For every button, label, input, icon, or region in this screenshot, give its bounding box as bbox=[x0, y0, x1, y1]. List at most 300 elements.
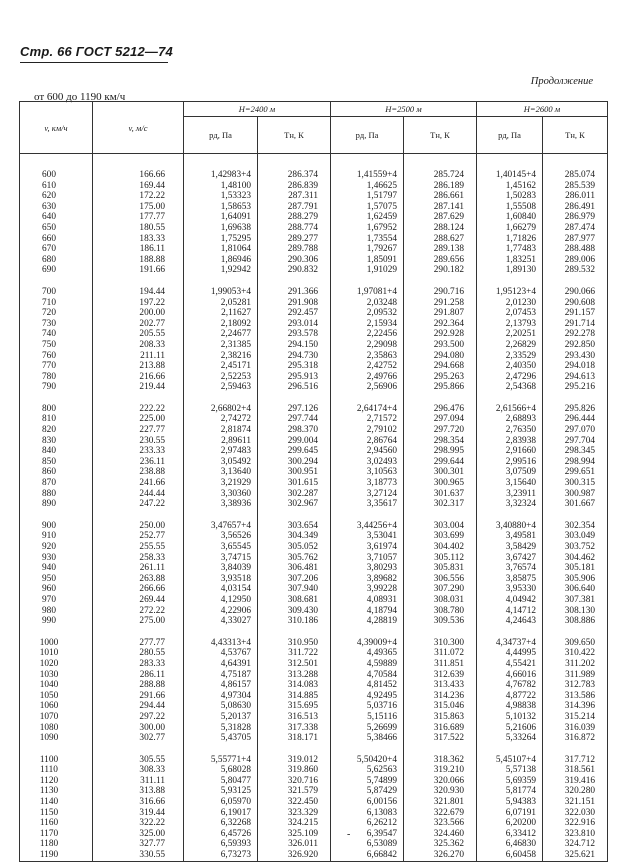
cell-pressure-2500: 3,99228 bbox=[331, 584, 404, 595]
cell-pressure-2600: 3,15640 bbox=[477, 478, 543, 489]
group-spacer bbox=[20, 627, 608, 638]
cell-temp-2500: 300.301 bbox=[404, 467, 477, 478]
spacer-cell bbox=[331, 276, 404, 287]
cell-pressure-2500: 5,26699 bbox=[331, 723, 404, 734]
cell-speed-kmh: 690 bbox=[20, 265, 93, 276]
cell-temp-2500: 290.716 bbox=[404, 287, 477, 298]
cell-speed-kmh: 750 bbox=[20, 340, 93, 351]
cell-pressure-2500: 2,56906 bbox=[331, 382, 404, 393]
cell-speed-ms: 300.00 bbox=[93, 723, 184, 734]
spacer-cell bbox=[20, 393, 93, 404]
table-row bbox=[20, 723, 608, 734]
cell-pressure-2600: 3,85875 bbox=[477, 574, 543, 585]
cell-temp-2600: 286.011 bbox=[543, 191, 608, 202]
cell-speed-ms: 325.00 bbox=[93, 829, 184, 840]
cell-speed-kmh: 1190 bbox=[20, 850, 93, 861]
cell-pressure-2400: 3,74715 bbox=[184, 553, 258, 564]
table-row bbox=[20, 733, 608, 744]
table-row bbox=[20, 755, 608, 766]
cell-pressure-2400: 1,75295 bbox=[184, 234, 258, 245]
cell-speed-ms: 233.33 bbox=[93, 446, 184, 457]
col-header-pressure-2600: pд, Па bbox=[477, 117, 543, 154]
spacer-cell bbox=[331, 510, 404, 521]
cell-pressure-2400: 3,38936 bbox=[184, 499, 258, 510]
cell-pressure-2400: 5,68028 bbox=[184, 765, 258, 776]
cell-temp-2500: 311.072 bbox=[404, 648, 477, 659]
cell-pressure-2600: 4,14712 bbox=[477, 606, 543, 617]
cell-pressure-2500: 2,35863 bbox=[331, 351, 404, 362]
cell-speed-kmh: 1060 bbox=[20, 701, 93, 712]
cell-speed-ms: 194.44 bbox=[93, 287, 184, 298]
cell-temp-2400: 311.722 bbox=[258, 648, 331, 659]
cell-temp-2500: 310.300 bbox=[404, 638, 477, 649]
cell-pressure-2400: 4,12950 bbox=[184, 595, 258, 606]
cell-temp-2400: 316.513 bbox=[258, 712, 331, 723]
table-row bbox=[20, 351, 608, 362]
cell-speed-kmh: 680 bbox=[20, 255, 93, 266]
cell-temp-2400: 298.370 bbox=[258, 425, 331, 436]
cell-pressure-2600: 4,55421 bbox=[477, 659, 543, 670]
table-row bbox=[20, 521, 608, 532]
cell-pressure-2500: 3,71057 bbox=[331, 553, 404, 564]
cell-temp-2600: 322.916 bbox=[543, 818, 608, 829]
cell-pressure-2400: 3,13640 bbox=[184, 467, 258, 478]
cell-pressure-2500: 5,87429 bbox=[331, 786, 404, 797]
spacer-cell bbox=[20, 744, 93, 755]
table-header bbox=[20, 102, 608, 154]
cell-temp-2400: 312.501 bbox=[258, 659, 331, 670]
cell-temp-2600: 301.667 bbox=[543, 499, 608, 510]
cell-pressure-2500: 4,49365 bbox=[331, 648, 404, 659]
cell-speed-kmh: 860 bbox=[20, 467, 93, 478]
cell-speed-ms: 219.44 bbox=[93, 382, 184, 393]
cell-pressure-2400: 2,31385 bbox=[184, 340, 258, 351]
table-row bbox=[20, 712, 608, 723]
cell-speed-kmh: 830 bbox=[20, 436, 93, 447]
cell-pressure-2600: 2,01230 bbox=[477, 298, 543, 309]
cell-temp-2400: 310.186 bbox=[258, 616, 331, 627]
cell-pressure-2500: 1,91029 bbox=[331, 265, 404, 276]
cell-speed-ms: 311.11 bbox=[93, 776, 184, 787]
cell-temp-2600: 296.444 bbox=[543, 414, 608, 425]
cell-speed-kmh: 800 bbox=[20, 404, 93, 415]
cell-speed-kmh: 600 bbox=[20, 154, 93, 181]
spacer-cell bbox=[543, 744, 608, 755]
cell-pressure-2500: 6,66842 bbox=[331, 850, 404, 861]
cell-temp-2400: 288.279 bbox=[258, 212, 331, 223]
spacer-cell bbox=[184, 744, 258, 755]
cell-temp-2500: 312.639 bbox=[404, 670, 477, 681]
cell-pressure-2500: 3,53041 bbox=[331, 531, 404, 542]
cell-pressure-2500: 6,39547 bbox=[331, 829, 404, 840]
cell-pressure-2600: 5,33264 bbox=[477, 733, 543, 744]
header-rule bbox=[20, 62, 168, 63]
cell-temp-2600: 285.074 bbox=[543, 154, 608, 181]
spacer-cell bbox=[404, 510, 477, 521]
table-row bbox=[20, 446, 608, 457]
table-row bbox=[20, 829, 608, 840]
cell-speed-kmh: 660 bbox=[20, 234, 93, 245]
cell-temp-2400: 296.516 bbox=[258, 382, 331, 393]
table-row bbox=[20, 542, 608, 553]
cell-pressure-2600: 3,58429 bbox=[477, 542, 543, 553]
cell-temp-2600: 303.049 bbox=[543, 531, 608, 542]
table-row bbox=[20, 584, 608, 595]
table-row bbox=[20, 670, 608, 681]
table-row bbox=[20, 574, 608, 585]
cell-temp-2600: 292.278 bbox=[543, 329, 608, 340]
table-row bbox=[20, 478, 608, 489]
cell-temp-2500: 303.699 bbox=[404, 531, 477, 542]
cell-speed-kmh: 770 bbox=[20, 361, 93, 372]
cell-speed-kmh: 840 bbox=[20, 446, 93, 457]
spacer-cell bbox=[477, 276, 543, 287]
cell-pressure-2400: 5,55771+4 bbox=[184, 755, 258, 766]
cell-speed-kmh: 1140 bbox=[20, 797, 93, 808]
speed-range-label: от 600 до 1190 км/ч bbox=[34, 91, 126, 103]
page-header: Стр. 66 ГОСТ 5212—74 bbox=[20, 44, 173, 59]
cell-pressure-2600: 6,60458 bbox=[477, 850, 543, 861]
cell-speed-kmh: 990 bbox=[20, 616, 93, 627]
cell-temp-2600: 311.202 bbox=[543, 659, 608, 670]
cell-speed-ms: 244.44 bbox=[93, 489, 184, 500]
cell-temp-2500: 323.566 bbox=[404, 818, 477, 829]
cell-pressure-2600: 1,40145+4 bbox=[477, 154, 543, 181]
cell-pressure-2600: 2,99516 bbox=[477, 457, 543, 468]
cell-temp-2400: 305.052 bbox=[258, 542, 331, 553]
spacer-cell bbox=[258, 510, 331, 521]
cell-pressure-2400: 1,53323 bbox=[184, 191, 258, 202]
cell-temp-2600: 303.752 bbox=[543, 542, 608, 553]
cell-temp-2400: 324.215 bbox=[258, 818, 331, 829]
cell-temp-2500: 309.536 bbox=[404, 616, 477, 627]
cell-temp-2600: 306.640 bbox=[543, 584, 608, 595]
cell-pressure-2500: 6,13083 bbox=[331, 808, 404, 819]
cell-speed-ms: 252.77 bbox=[93, 531, 184, 542]
cell-temp-2500: 296.476 bbox=[404, 404, 477, 415]
cell-speed-ms: 250.00 bbox=[93, 521, 184, 532]
cell-speed-ms: 269.44 bbox=[93, 595, 184, 606]
table-row bbox=[20, 638, 608, 649]
cell-pressure-2600: 3,32324 bbox=[477, 499, 543, 510]
cell-temp-2500: 306.556 bbox=[404, 574, 477, 585]
cell-speed-kmh: 1070 bbox=[20, 712, 93, 723]
cell-temp-2500: 314.236 bbox=[404, 691, 477, 702]
cell-temp-2600: 305.181 bbox=[543, 563, 608, 574]
cell-temp-2600: 310.422 bbox=[543, 648, 608, 659]
cell-pressure-2500: 5,03716 bbox=[331, 701, 404, 712]
cell-temp-2600: 287.474 bbox=[543, 223, 608, 234]
table-row bbox=[20, 701, 608, 712]
cell-temp-2600: 292.850 bbox=[543, 340, 608, 351]
cell-temp-2400: 295.318 bbox=[258, 361, 331, 372]
cell-temp-2400: 292.457 bbox=[258, 308, 331, 319]
cell-pressure-2500: 3,35617 bbox=[331, 499, 404, 510]
cell-temp-2500: 285.724 bbox=[404, 154, 477, 181]
cell-pressure-2500: 1,41559+4 bbox=[331, 154, 404, 181]
cell-speed-kmh: 1080 bbox=[20, 723, 93, 734]
cell-pressure-2500: 2,71572 bbox=[331, 414, 404, 425]
cell-temp-2500: 315.046 bbox=[404, 701, 477, 712]
cell-pressure-2600: 3,49581 bbox=[477, 531, 543, 542]
cell-pressure-2500: 1,51797 bbox=[331, 191, 404, 202]
cell-pressure-2400: 2,52253 bbox=[184, 372, 258, 383]
cell-pressure-2400: 4,97304 bbox=[184, 691, 258, 702]
cell-speed-ms: 286.11 bbox=[93, 670, 184, 681]
cell-speed-kmh: 620 bbox=[20, 191, 93, 202]
cell-temp-2400: 309.430 bbox=[258, 606, 331, 617]
spacer-cell bbox=[93, 744, 184, 755]
cell-pressure-2500: 5,50420+4 bbox=[331, 755, 404, 766]
cell-pressure-2600: 5,10132 bbox=[477, 712, 543, 723]
cell-speed-kmh: 1010 bbox=[20, 648, 93, 659]
cell-temp-2400: 310.950 bbox=[258, 638, 331, 649]
cell-pressure-2600: 4,87722 bbox=[477, 691, 543, 702]
cell-pressure-2400: 5,43705 bbox=[184, 733, 258, 744]
cell-speed-ms: 191.66 bbox=[93, 265, 184, 276]
cell-temp-2400: 323.329 bbox=[258, 808, 331, 819]
cell-pressure-2400: 5,31828 bbox=[184, 723, 258, 734]
cell-speed-kmh: 920 bbox=[20, 542, 93, 553]
col-header-speed-kmh: v, км/ч bbox=[20, 102, 93, 154]
col-header-temp-2400: Tн, К bbox=[258, 117, 331, 154]
cell-temp-2600: 286.491 bbox=[543, 202, 608, 213]
cell-temp-2500: 311.851 bbox=[404, 659, 477, 670]
spacer-cell bbox=[477, 393, 543, 404]
cell-pressure-2600: 2,61566+4 bbox=[477, 404, 543, 415]
cell-speed-ms: 169.44 bbox=[93, 181, 184, 192]
spacer-cell bbox=[20, 276, 93, 287]
cell-pressure-2400: 3,84039 bbox=[184, 563, 258, 574]
cell-speed-ms: 294.44 bbox=[93, 701, 184, 712]
cell-pressure-2600: 2,13793 bbox=[477, 319, 543, 330]
cell-temp-2400: 291.908 bbox=[258, 298, 331, 309]
cell-pressure-2500: 1,79267 bbox=[331, 244, 404, 255]
cell-temp-2400: 325.109 bbox=[258, 829, 331, 840]
cell-pressure-2400: 2,05281 bbox=[184, 298, 258, 309]
cell-pressure-2600: 1,45162 bbox=[477, 181, 543, 192]
table-row bbox=[20, 212, 608, 223]
cell-pressure-2400: 6,59393 bbox=[184, 839, 258, 850]
cell-pressure-2600: 4,24643 bbox=[477, 616, 543, 627]
cell-temp-2400: 289.277 bbox=[258, 234, 331, 245]
cell-speed-kmh: 940 bbox=[20, 563, 93, 574]
cell-pressure-2400: 1,92942 bbox=[184, 265, 258, 276]
cell-temp-2500: 315.863 bbox=[404, 712, 477, 723]
cell-pressure-2400: 1,86946 bbox=[184, 255, 258, 266]
spacer-cell bbox=[543, 393, 608, 404]
cell-pressure-2600: 1,95123+4 bbox=[477, 287, 543, 298]
cell-speed-kmh: 950 bbox=[20, 574, 93, 585]
cell-pressure-2400: 1,48100 bbox=[184, 181, 258, 192]
cell-temp-2400: 293.578 bbox=[258, 329, 331, 340]
cell-temp-2600: 294.613 bbox=[543, 372, 608, 383]
cell-speed-kmh: 850 bbox=[20, 457, 93, 468]
cell-temp-2600: 305.906 bbox=[543, 574, 608, 585]
table-row bbox=[20, 531, 608, 542]
cell-temp-2400: 308.681 bbox=[258, 595, 331, 606]
cell-temp-2500: 299.644 bbox=[404, 457, 477, 468]
cell-pressure-2600: 4,66016 bbox=[477, 670, 543, 681]
col-header-temp-2600: Tн, К bbox=[543, 117, 608, 154]
cell-pressure-2500: 2,09532 bbox=[331, 308, 404, 319]
cell-pressure-2500: 4,81452 bbox=[331, 680, 404, 691]
spacer-cell bbox=[258, 744, 331, 755]
cell-temp-2400: 287.791 bbox=[258, 202, 331, 213]
cell-pressure-2400: 4,86157 bbox=[184, 680, 258, 691]
cell-temp-2600: 308.130 bbox=[543, 606, 608, 617]
cell-temp-2400: 321.579 bbox=[258, 786, 331, 797]
cell-temp-2600: 323.810 bbox=[543, 829, 608, 840]
cell-pressure-2500: 2,03248 bbox=[331, 298, 404, 309]
cell-temp-2400: 300.951 bbox=[258, 467, 331, 478]
table-row bbox=[20, 818, 608, 829]
cell-temp-2500: 322.679 bbox=[404, 808, 477, 819]
cell-speed-ms: 200.00 bbox=[93, 308, 184, 319]
cell-temp-2400: 306.481 bbox=[258, 563, 331, 574]
cell-speed-kmh: 630 bbox=[20, 202, 93, 213]
cell-speed-ms: 272.22 bbox=[93, 606, 184, 617]
cell-speed-kmh: 1020 bbox=[20, 659, 93, 670]
cell-pressure-2400: 6,05970 bbox=[184, 797, 258, 808]
table-row bbox=[20, 765, 608, 776]
cell-pressure-2600: 5,21606 bbox=[477, 723, 543, 734]
table-row bbox=[20, 154, 608, 181]
cell-temp-2500: 321.801 bbox=[404, 797, 477, 808]
cell-pressure-2400: 5,20137 bbox=[184, 712, 258, 723]
cell-pressure-2600: 5,45107+4 bbox=[477, 755, 543, 766]
cell-temp-2400: 314.083 bbox=[258, 680, 331, 691]
table-row bbox=[20, 797, 608, 808]
cell-temp-2400: 290.832 bbox=[258, 265, 331, 276]
cell-pressure-2500: 1,97081+4 bbox=[331, 287, 404, 298]
cell-pressure-2500: 3,44256+4 bbox=[331, 521, 404, 532]
cell-pressure-2400: 3,56526 bbox=[184, 531, 258, 542]
cell-temp-2600: 291.714 bbox=[543, 319, 608, 330]
spacer-cell bbox=[404, 393, 477, 404]
cell-temp-2400: 301.615 bbox=[258, 478, 331, 489]
cell-temp-2400: 286.839 bbox=[258, 181, 331, 192]
cell-speed-ms: 238.88 bbox=[93, 467, 184, 478]
cell-temp-2500: 325.362 bbox=[404, 839, 477, 850]
cell-speed-ms: 208.33 bbox=[93, 340, 184, 351]
cell-temp-2400: 302.967 bbox=[258, 499, 331, 510]
cell-pressure-2600: 3,07509 bbox=[477, 467, 543, 478]
cell-pressure-2400: 5,93125 bbox=[184, 786, 258, 797]
table-row bbox=[20, 404, 608, 415]
cell-pressure-2500: 3,61974 bbox=[331, 542, 404, 553]
cell-pressure-2400: 1,64091 bbox=[184, 212, 258, 223]
cell-speed-ms: 230.55 bbox=[93, 436, 184, 447]
cell-temp-2600: 290.608 bbox=[543, 298, 608, 309]
cell-temp-2500: 304.402 bbox=[404, 542, 477, 553]
cell-speed-ms: 202.77 bbox=[93, 319, 184, 330]
cell-speed-ms: 316.66 bbox=[93, 797, 184, 808]
spacer-cell bbox=[184, 510, 258, 521]
table-row bbox=[20, 467, 608, 478]
table-row bbox=[20, 691, 608, 702]
cell-temp-2400: 318.171 bbox=[258, 733, 331, 744]
cell-temp-2500: 305.831 bbox=[404, 563, 477, 574]
cell-temp-2400: 315.695 bbox=[258, 701, 331, 712]
cell-temp-2400: 295.913 bbox=[258, 372, 331, 383]
cell-temp-2600: 322.030 bbox=[543, 808, 608, 819]
spacer-cell bbox=[404, 276, 477, 287]
cell-temp-2600: 286.979 bbox=[543, 212, 608, 223]
cell-temp-2600: 300.987 bbox=[543, 489, 608, 500]
cell-speed-ms: 205.55 bbox=[93, 329, 184, 340]
table-row bbox=[20, 319, 608, 330]
cell-temp-2500: 324.460 bbox=[404, 829, 477, 840]
height-header-2400: H=2400 м bbox=[184, 102, 331, 117]
table-row bbox=[20, 234, 608, 245]
spacer-cell bbox=[331, 393, 404, 404]
cell-temp-2500: 289.138 bbox=[404, 244, 477, 255]
cell-temp-2500: 300.965 bbox=[404, 478, 477, 489]
spacer-cell bbox=[184, 276, 258, 287]
cell-pressure-2600: 2,83938 bbox=[477, 436, 543, 447]
spacer-cell bbox=[543, 276, 608, 287]
table-row bbox=[20, 595, 608, 606]
cell-temp-2600: 285.539 bbox=[543, 181, 608, 192]
table-row bbox=[20, 457, 608, 468]
table-row bbox=[20, 308, 608, 319]
cell-temp-2500: 303.004 bbox=[404, 521, 477, 532]
cell-pressure-2400: 2,11627 bbox=[184, 308, 258, 319]
cell-pressure-2500: 4,18794 bbox=[331, 606, 404, 617]
cell-speed-kmh: 780 bbox=[20, 372, 93, 383]
cell-pressure-2500: 2,15934 bbox=[331, 319, 404, 330]
cell-temp-2500: 318.362 bbox=[404, 755, 477, 766]
cell-pressure-2400: 3,21929 bbox=[184, 478, 258, 489]
cell-pressure-2500: 3,89682 bbox=[331, 574, 404, 585]
spacer-cell bbox=[20, 510, 93, 521]
footer-mark: - bbox=[347, 829, 351, 840]
cell-speed-ms: 247.22 bbox=[93, 499, 184, 510]
cell-speed-kmh: 760 bbox=[20, 351, 93, 362]
cell-speed-kmh: 880 bbox=[20, 489, 93, 500]
cell-pressure-2400: 4,75187 bbox=[184, 670, 258, 681]
cell-pressure-2500: 2,86764 bbox=[331, 436, 404, 447]
cell-pressure-2400: 2,81874 bbox=[184, 425, 258, 436]
cell-pressure-2400: 3,93518 bbox=[184, 574, 258, 585]
cell-temp-2500: 288.627 bbox=[404, 234, 477, 245]
cell-temp-2400: 286.374 bbox=[258, 154, 331, 181]
cell-speed-kmh: 710 bbox=[20, 298, 93, 309]
cell-temp-2600: 297.070 bbox=[543, 425, 608, 436]
cell-pressure-2600: 1,83251 bbox=[477, 255, 543, 266]
cell-temp-2400: 300.294 bbox=[258, 457, 331, 468]
cell-pressure-2600: 4,34737+4 bbox=[477, 638, 543, 649]
table-row bbox=[20, 414, 608, 425]
cell-pressure-2600: 1,71826 bbox=[477, 234, 543, 245]
cell-pressure-2500: 3,10563 bbox=[331, 467, 404, 478]
cell-temp-2500: 289.656 bbox=[404, 255, 477, 266]
cell-speed-kmh: 740 bbox=[20, 329, 93, 340]
cell-temp-2600: 297.704 bbox=[543, 436, 608, 447]
table-row bbox=[20, 436, 608, 447]
cell-pressure-2400: 6,73273 bbox=[184, 850, 258, 861]
cell-speed-kmh: 890 bbox=[20, 499, 93, 510]
table-row bbox=[20, 786, 608, 797]
cell-temp-2600: 311.989 bbox=[543, 670, 608, 681]
table-row bbox=[20, 372, 608, 383]
cell-temp-2600: 291.157 bbox=[543, 308, 608, 319]
cell-speed-kmh: 650 bbox=[20, 223, 93, 234]
cell-speed-ms: 213.88 bbox=[93, 361, 184, 372]
cell-pressure-2600: 1,89130 bbox=[477, 265, 543, 276]
cell-speed-ms: 263.88 bbox=[93, 574, 184, 585]
